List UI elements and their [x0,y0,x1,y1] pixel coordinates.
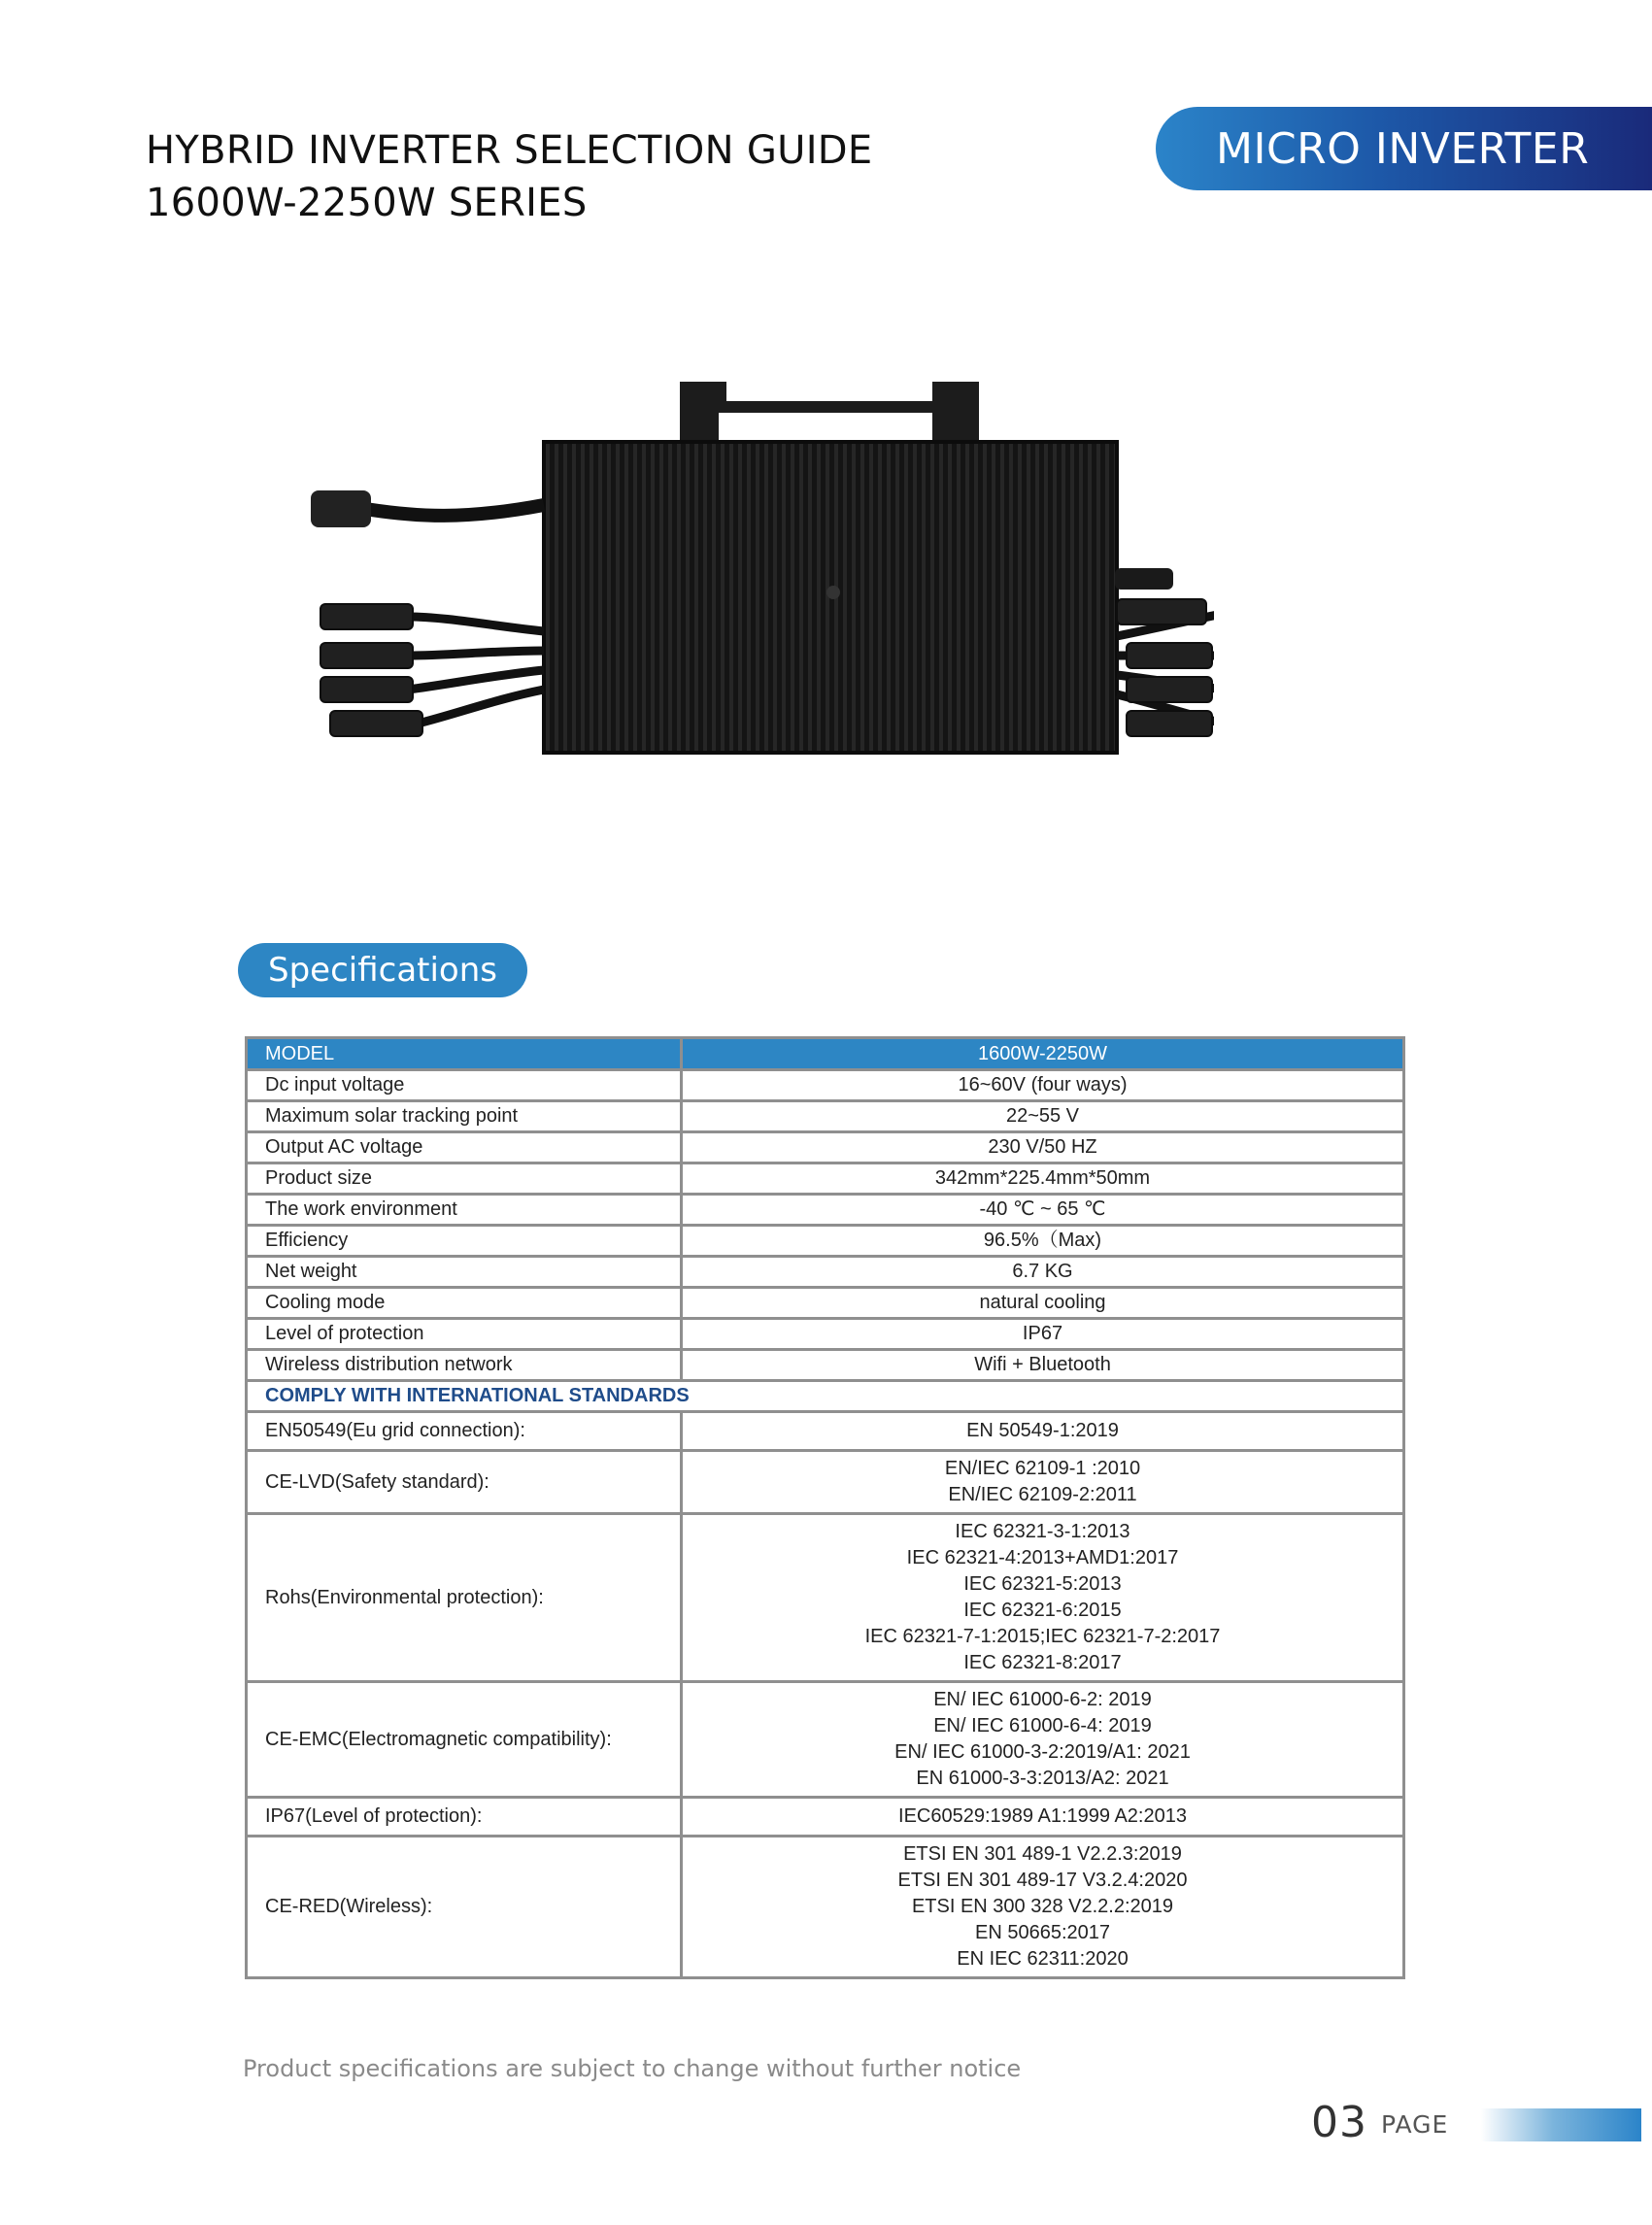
table-row [247,1837,1404,1978]
standard-value: IEC 62321-8:2017 [963,1652,1122,1673]
spec-value: 22~55 V [682,1101,1404,1132]
title-line-1: HYBRID INVERTER SELECTION GUIDE [146,128,873,173]
table-row [247,1101,1404,1132]
table-row [247,1195,1404,1226]
standard-value: EN/ IEC 61000-3-2:2019/A1: 2021 [894,1741,1191,1763]
table-row [247,1163,1404,1195]
spec-key: Cooling mode [247,1288,682,1319]
standard-value: IEC 62321-6:2015 [963,1600,1122,1621]
page-number: 03 [1311,2098,1367,2147]
standard-key: CE-LVD(Safety standard): [247,1451,682,1514]
standard-value: EN/IEC 62109-2:2011 [948,1484,1137,1505]
section-title-specifications: Specifications [238,943,527,997]
page-title [146,124,872,229]
spec-key: The work environment [247,1195,682,1226]
table-header-row [247,1038,1404,1070]
disclaimer-note: Product specifications are subject to change without further notice [243,2055,1022,2082]
table-row [247,1682,1404,1798]
standard-value: ETSI EN 300 328 V2.2.2:2019 [911,1896,1174,1917]
standard-value: EN 61000-3-3:2013/A2: 2021 [916,1768,1169,1789]
standard-value: IEC60529:1989 A1:1999 A2:2013 [898,1805,1187,1827]
table-row [247,1132,1404,1163]
page-label: PAGE [1381,2110,1449,2139]
specifications-table [245,1036,1405,1979]
spec-key: Wireless distribution network [247,1350,682,1381]
table-row [247,1226,1404,1257]
table-row [247,1412,1404,1451]
standard-key: CE-RED(Wireless): [247,1837,682,1978]
spec-key: Product size [247,1163,682,1195]
standard-value: EN 50665:2017 [974,1922,1110,1943]
spec-value: 342mm*225.4mm*50mm [682,1163,1404,1195]
spec-value: -40 ℃ ~ 65 ℃ [682,1195,1404,1226]
spec-value: 96.5%（Max) [682,1226,1404,1257]
standard-values [682,1412,1404,1451]
table-row [247,1257,1404,1288]
spec-value: natural cooling [682,1288,1404,1319]
spec-key: Efficiency [247,1226,682,1257]
standard-values [682,1837,1404,1978]
category-badge: MICRO INVERTER [1156,107,1652,190]
table-row [247,1798,1404,1837]
standards-heading: COMPLY WITH INTERNATIONAL STANDARDS [247,1381,1404,1412]
spec-value: 6.7 KG [682,1257,1404,1288]
standard-value: EN/ IEC 61000-6-4: 2019 [933,1715,1152,1736]
standard-value: ETSI EN 301 489-1 V2.2.3:2019 [903,1843,1182,1865]
table-row [247,1319,1404,1350]
spec-key: Net weight [247,1257,682,1288]
table-row [247,1070,1404,1101]
standard-key: EN50549(Eu grid connection): [247,1412,682,1451]
standard-value: EN/ IEC 61000-6-2: 2019 [933,1689,1152,1710]
standard-value: EN/IEC 62109-1 :2010 [944,1458,1141,1479]
spec-key: Level of protection [247,1319,682,1350]
table-row [247,1451,1404,1514]
spec-value: 16~60V (four ways) [682,1070,1404,1101]
standard-key: IP67(Level of protection): [247,1798,682,1837]
spec-key: Output AC voltage [247,1132,682,1163]
standards-heading-row [247,1381,1404,1412]
standard-value: IEC 62321-3-1:2013 [955,1521,1130,1542]
spec-value: 230 V/50 HZ [682,1132,1404,1163]
title-line-2: 1600W-2250W SERIES [146,181,588,225]
standard-value: ETSI EN 301 489-17 V3.2.4:2020 [897,1870,1188,1891]
standard-key: Rohs(Environmental protection): [247,1514,682,1682]
standard-values [682,1682,1404,1798]
micro-inverter-image [301,374,1214,772]
spec-key: Maximum solar tracking point [247,1101,682,1132]
standard-value: EN IEC 62311:2020 [957,1948,1129,1970]
standard-value: IEC 62321-4:2013+AMD1:2017 [906,1547,1179,1568]
standard-value: IEC 62321-5:2013 [963,1573,1122,1595]
table-row [247,1350,1404,1381]
standard-values [682,1514,1404,1682]
standard-key: CE-EMC(Electromagnetic compatibility): [247,1682,682,1798]
page-accent-bar [1481,2108,1641,2141]
standard-values [682,1798,1404,1837]
spec-value: Wifi + Bluetooth [682,1350,1404,1381]
standard-values [682,1451,1404,1514]
standard-value: IEC 62321-7-1:2015;IEC 62321-7-2:2017 [864,1626,1221,1647]
spec-key: Dc input voltage [247,1070,682,1101]
header-model: MODEL [247,1038,682,1070]
spec-value: IP67 [682,1319,1404,1350]
table-row [247,1288,1404,1319]
header-value: 1600W-2250W [682,1038,1404,1070]
table-row [247,1514,1404,1682]
standard-value: EN 50549-1:2019 [966,1420,1119,1441]
